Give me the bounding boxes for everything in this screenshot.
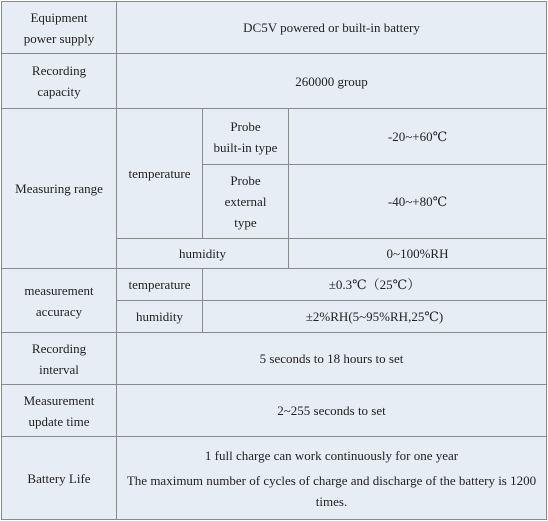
- row-recording-capacity: [2, 54, 547, 109]
- battery-life-line2: The maximum number of cycles of charge and discharge of the battery is 1200 times.: [126, 472, 537, 509]
- recording-interval-label-line2: interval: [39, 361, 79, 377]
- battery-life-label: Battery Life: [2, 437, 117, 520]
- probe-builtin-label: [203, 109, 289, 165]
- probe-external-line3: type: [234, 215, 257, 230]
- measuring-range-label: Measuring range: [2, 109, 117, 269]
- probe-external-label: [203, 165, 289, 239]
- range-temperature-label: temperature: [117, 109, 203, 239]
- row-accuracy-temperature: [2, 269, 547, 301]
- update-time-label-line1: Measurement: [23, 392, 95, 408]
- row-update-time: [2, 385, 547, 437]
- probe-external-value: -40~+80℃: [289, 165, 547, 239]
- row-recording-interval: [2, 333, 547, 385]
- update-time-value: 2~255 seconds to set: [117, 385, 547, 437]
- probe-builtin-line2: built-in type: [213, 139, 278, 155]
- recording-capacity-label-line1: Recording: [31, 63, 87, 78]
- power-supply-label-line1: Equipment: [30, 9, 88, 25]
- update-time-label: [2, 385, 117, 437]
- accuracy-humidity-label: humidity: [117, 301, 203, 333]
- recording-interval-label: [2, 333, 117, 385]
- update-time-label-line2: update time: [28, 413, 90, 429]
- accuracy-label-line1: measurement: [24, 282, 94, 298]
- recording-capacity-label: [2, 54, 117, 109]
- power-supply-value: DC5V powered or built-in battery: [117, 2, 547, 54]
- range-humidity-value: 0~100%RH: [289, 239, 547, 269]
- recording-capacity-value: 260000 group: [117, 54, 547, 109]
- probe-builtin-line1: Probe: [230, 118, 261, 134]
- row-power-supply: [2, 2, 547, 54]
- probe-builtin-value: -20~+60℃: [289, 109, 547, 165]
- accuracy-label: [2, 269, 117, 333]
- probe-external-line1: Probe: [230, 173, 261, 188]
- recording-interval-label-line1: Recording: [31, 340, 87, 356]
- accuracy-temperature-value: ±0.3℃（25℃）: [203, 269, 547, 301]
- recording-interval-value: 5 seconds to 18 hours to set: [117, 333, 547, 385]
- probe-external-line2: external: [224, 194, 267, 209]
- battery-life-value: [117, 437, 547, 520]
- accuracy-humidity-value: ±2%RH(5~95%RH,25℃): [203, 301, 547, 333]
- accuracy-temperature-label: temperature: [117, 269, 203, 301]
- battery-life-line1: 1 full charge can work continuously for one year: [204, 447, 459, 463]
- power-supply-label: [2, 2, 117, 54]
- row-battery-life: [2, 437, 547, 520]
- spec-table: [1, 1, 547, 520]
- recording-capacity-label-line2: capacity: [37, 84, 81, 99]
- accuracy-label-line2: accuracy: [35, 303, 83, 319]
- range-humidity-label: humidity: [117, 239, 289, 269]
- row-range-builtin: [2, 109, 547, 165]
- power-supply-label-line2: power supply: [23, 30, 95, 46]
